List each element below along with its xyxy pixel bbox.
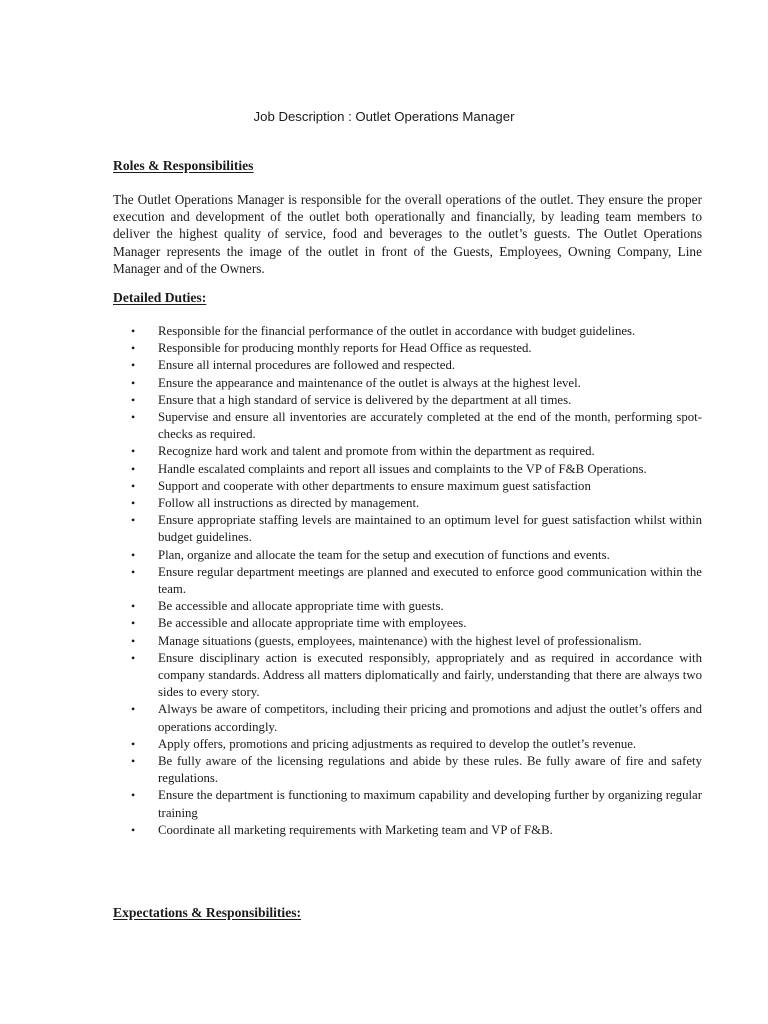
list-item xyxy=(113,495,702,512)
list-item xyxy=(113,547,702,564)
list-item xyxy=(113,357,702,374)
duty-text: Responsible for producing monthly reports for Head Office as requested. xyxy=(158,341,532,356)
duty-text: Be accessible and allocate appropriate time with employees. xyxy=(158,616,467,631)
bullet-icon: • xyxy=(131,410,136,425)
list-item xyxy=(113,409,702,443)
bullet-icon: • xyxy=(131,478,136,493)
duty-text: Recognize hard work and talent and promote from within the department as required. xyxy=(158,444,595,459)
duty-text: Ensure regular department meetings are planned and executed to enforce good communication within the team. xyxy=(158,564,702,597)
list-item xyxy=(113,392,702,409)
duty-text: Responsible for the financial performance of the outlet in accordance with budget guidelines. xyxy=(158,324,636,338)
duty-text: Manage situations (guests, employees, maintenance) with the highest level of professionalism. xyxy=(158,633,642,648)
list-item xyxy=(113,340,702,357)
list-item xyxy=(113,822,702,839)
bullet-icon: • xyxy=(131,633,136,648)
list-item xyxy=(113,753,702,787)
bullet-icon: • xyxy=(131,564,136,579)
bullet-icon: • xyxy=(131,736,136,751)
duty-text: Be accessible and allocate appropriate time with guests. xyxy=(158,599,444,614)
duty-text: Ensure that a high standard of service is delivered by the department at all times. xyxy=(158,392,572,407)
duty-text: Ensure the department is functioning to maximum capability and developing further by organizing regular training xyxy=(158,788,702,820)
duties-heading: Detailed Duties: xyxy=(113,290,207,305)
bullet-icon: • xyxy=(131,547,136,562)
roles-heading: Roles & Responsibilities xyxy=(113,158,254,173)
list-item xyxy=(113,633,702,650)
list-item xyxy=(113,787,702,821)
list-item xyxy=(113,650,702,702)
bullet-icon: • xyxy=(131,822,136,837)
bullet-icon: • xyxy=(131,496,136,511)
duty-text: Be fully aware of the licensing regulations and abide by these rules. Be fully aware of fire and safety regulations. xyxy=(158,754,702,786)
bullet-icon: • xyxy=(131,324,136,338)
bullet-icon: • xyxy=(131,616,136,631)
bullet-icon: • xyxy=(131,513,136,528)
duty-text: Ensure the appearance and maintenance of the outlet is always at the highest level. xyxy=(158,375,581,390)
bullet-icon: • xyxy=(131,341,136,356)
list-item xyxy=(113,701,702,735)
bullet-icon: • xyxy=(131,702,136,717)
duty-text: Follow all instructions as directed by management. xyxy=(158,496,420,511)
list-item xyxy=(113,512,702,546)
list-item xyxy=(113,736,702,753)
bullet-icon: • xyxy=(131,754,136,769)
list-item xyxy=(113,615,702,632)
list-item xyxy=(113,478,702,495)
bullet-icon: • xyxy=(131,392,136,407)
bullet-icon: • xyxy=(131,461,136,476)
duty-text: Ensure all internal procedures are followed and respected. xyxy=(158,358,456,373)
bullet-icon: • xyxy=(131,358,136,373)
intro-paragraph: The Outlet Operations Manager is responsible for the overall operations of the outlet. They ensure the proper execution and development of the outlet both operationally and financially, by leading team members to deliver the highest quality of service, food and beverages to the outlet’s guests. The Outlet Operations Manager represents the image of the outlet in front of the Guests, Employees, Owning Company, Line Manager and of the Owners. xyxy=(113,192,702,276)
expectations-heading: Expectations & Responsibilities: xyxy=(113,905,302,920)
duty-text: Plan, organize and allocate the team for the setup and execution of functions and events. xyxy=(158,547,610,562)
bullet-icon: • xyxy=(131,375,136,390)
list-item xyxy=(113,461,702,478)
duty-text: Ensure appropriate staffing levels are maintained to an optimum level for guest satisfaction whilst within budget guidelines. xyxy=(158,513,702,545)
list-item xyxy=(113,564,702,598)
list-item xyxy=(113,598,702,615)
duty-text: Ensure disciplinary action is executed responsibly, appropriately and as required in accordance with company standards. Address all matters diplomatically and fairly, understanding that there are always two sides to every story. xyxy=(158,650,702,700)
bullet-icon: • xyxy=(131,650,136,665)
duty-text: Coordinate all marketing requirements with Marketing team and VP of F&B. xyxy=(158,822,553,837)
document-title: Job Description : Outlet Operations Manager xyxy=(253,109,515,124)
bullet-icon: • xyxy=(131,444,136,459)
list-item xyxy=(113,323,702,340)
duty-text: Support and cooperate with other departments to ensure maximum guest satisfaction xyxy=(158,478,591,493)
duty-text: Supervise and ensure all inventories are accurately completed at the end of the month, performing spot-checks as required. xyxy=(158,410,702,442)
duty-text: Handle escalated complaints and report all issues and complaints to the VP of F&B Operations. xyxy=(158,461,647,476)
duties-list xyxy=(113,323,702,839)
duty-text: Always be aware of competitors, including their pricing and promotions and adjust the outlet’s offers and operations accordingly. xyxy=(158,702,702,734)
bullet-icon: • xyxy=(131,599,136,614)
bullet-icon: • xyxy=(131,788,136,803)
list-item xyxy=(113,443,702,460)
list-item xyxy=(113,375,702,392)
duty-text: Apply offers, promotions and pricing adjustments as required to develop the outlet’s revenue. xyxy=(158,736,637,751)
